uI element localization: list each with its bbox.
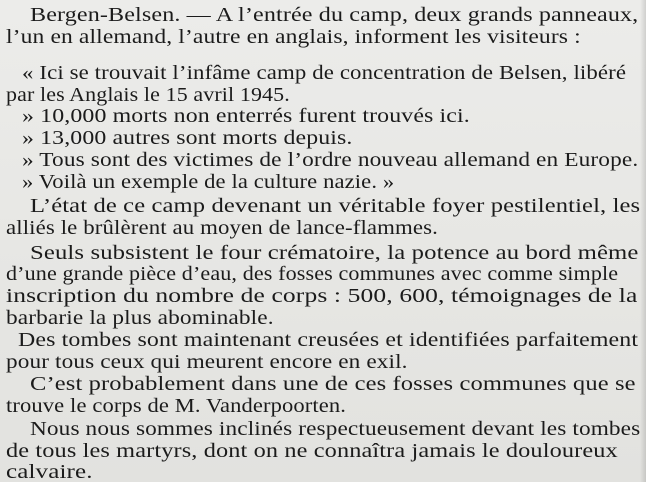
page-edge-shadow <box>640 0 646 482</box>
text-line: inscription du nombre de corps : 500, 600, témoignages de la <box>6 286 638 307</box>
text-line: « Ici se trouvait l’infâme camp de concentration de Belsen, libéré <box>22 63 627 84</box>
text-line: de tous les martyrs, dont on ne connaîtra jamais le douloureux <box>6 441 618 462</box>
text-line: calvaire. <box>6 462 93 482</box>
text-line: alliés le brûlèrent au moyen de lance-flammes. <box>6 218 438 239</box>
text-line: barbarie la plus abominable. <box>6 308 274 329</box>
text-line: l’un en allemand, l’autre en anglais, informent les visiteurs : <box>6 27 581 48</box>
text-line: Nous nous sommes inclinés respectueusement devant les tombes <box>30 419 641 440</box>
text-line: » 10,000 morts non enterrés furent trouvés ici. <box>22 106 470 127</box>
text-line: trouve le corps de M. Vanderpoorten. <box>6 396 347 417</box>
text-line: » 13,000 autres sont morts depuis. <box>22 128 353 149</box>
text-line: d’une grande pièce d’eau, des fosses communes avec comme simple <box>6 264 619 285</box>
text-line: C’est probablement dans une de ces fosses communes que se <box>30 374 636 395</box>
text-line: L’état de ce camp devenant un véritable foyer pestilentiel, les <box>30 196 641 217</box>
text-line: Seuls subsistent le four crématoire, la potence au bord même <box>30 243 639 264</box>
text-line: Bergen-Belsen. — A l’entrée du camp, deux grands panneaux, <box>30 5 639 26</box>
text-line: pour tous ceux qui meurent encore en exil. <box>6 352 408 373</box>
text-line: par les Anglais le 15 avril 1945. <box>6 85 290 106</box>
text-line: Des tombes sont maintenant creusées et identifiées parfaitement <box>18 330 639 351</box>
text-line: » Tous sont des victimes de l’ordre nouveau allemand en Europe. <box>22 150 639 171</box>
text-line: » Voilà un exemple de la culture nazie. » <box>22 172 395 193</box>
